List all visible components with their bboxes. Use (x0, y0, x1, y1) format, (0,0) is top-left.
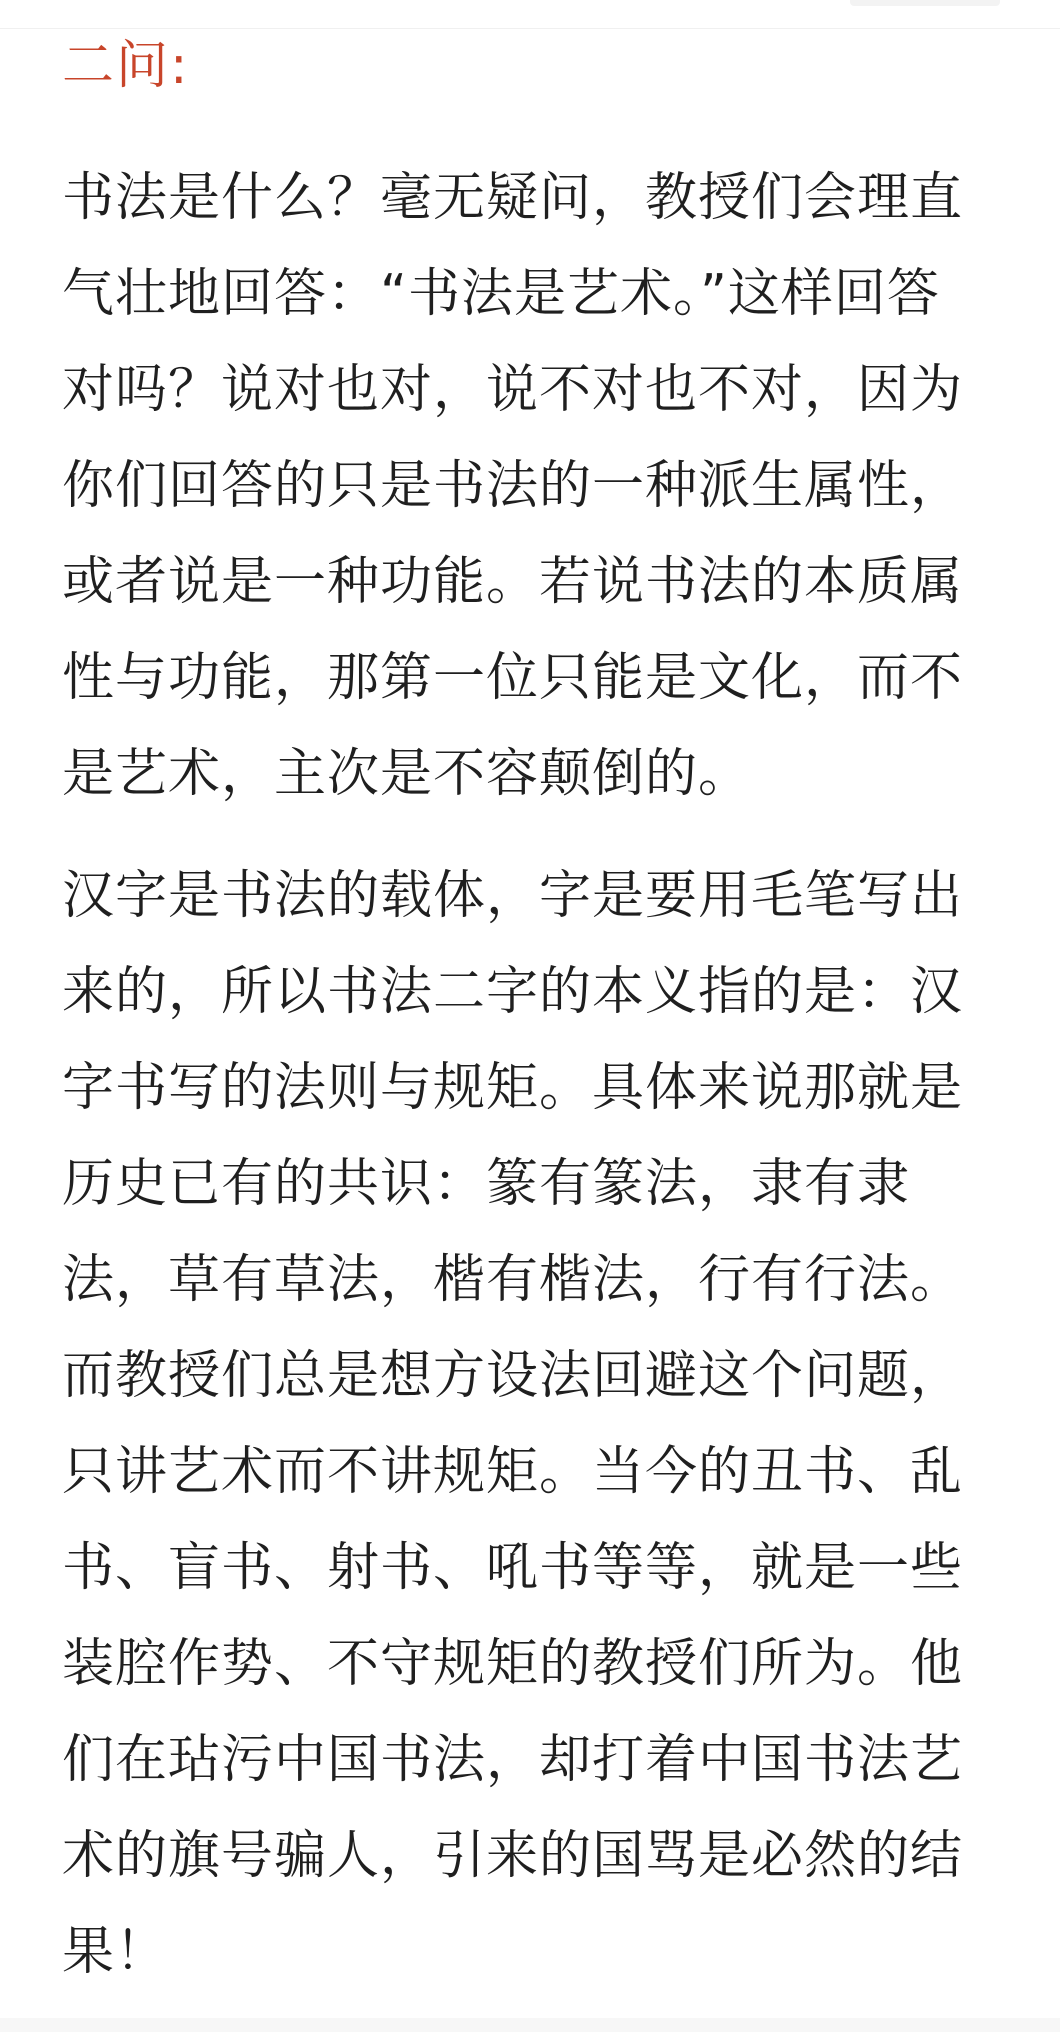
bottom-strip (0, 2018, 1060, 2032)
paragraph-line: 汉字是书法的载体，字是要用毛笔写出 (62, 866, 964, 926)
top-shade (850, 0, 1000, 6)
paragraph-line: 术的旗号骗人，引来的国骂是必然的结 (62, 1826, 964, 1886)
paragraph-line: 或者说是一种功能。若说书法的本质属 (62, 552, 964, 612)
paragraph-line: 而教授们总是想方设法回避这个问题， (62, 1346, 964, 1406)
paragraph-1 (62, 150, 992, 822)
paragraph-line: 只讲艺术而不讲规矩。当今的丑书、乱 (62, 1442, 964, 1502)
paragraph-line: 们在玷污中国书法，却打着中国书法艺 (62, 1730, 964, 1790)
paragraph-line: 书、盲书、射书、吼书等等，就是一些 (62, 1538, 964, 1598)
paragraph-line: 气壮地回答：“书法是艺术。”这样回答 (62, 264, 940, 324)
top-strip (0, 0, 1060, 29)
paragraph-2 (62, 848, 992, 2000)
paragraph-line: 字书写的法则与规矩。具体来说那就是 (62, 1058, 964, 1118)
paragraph-line: 来的，所以书法二字的本义指的是：汉 (62, 962, 964, 1022)
section-heading: 二问: (62, 36, 190, 96)
paragraph-line: 性与功能，那第一位只能是文化，而不 (62, 648, 964, 708)
article-body (62, 34, 992, 2026)
paragraph-line: 是艺术，主次是不容颠倒的。 (62, 744, 752, 804)
paragraph-line: 历史已有的共识：篆有篆法，隶有隶 (62, 1154, 911, 1214)
paragraph-line: 书法是什么？毫无疑问，教授们会理直 (62, 168, 964, 228)
paragraph-line: 果！ (62, 1922, 169, 1982)
paragraph-line: 对吗？说对也对，说不对也不对，因为 (62, 360, 964, 420)
paragraph-line: 装腔作势、不守规矩的教授们所为。他 (62, 1634, 964, 1694)
paragraph-line: 你们回答的只是书法的一种派生属性， (62, 456, 964, 516)
paragraph-line: 法，草有草法，楷有楷法，行有行法。 (62, 1250, 964, 1310)
